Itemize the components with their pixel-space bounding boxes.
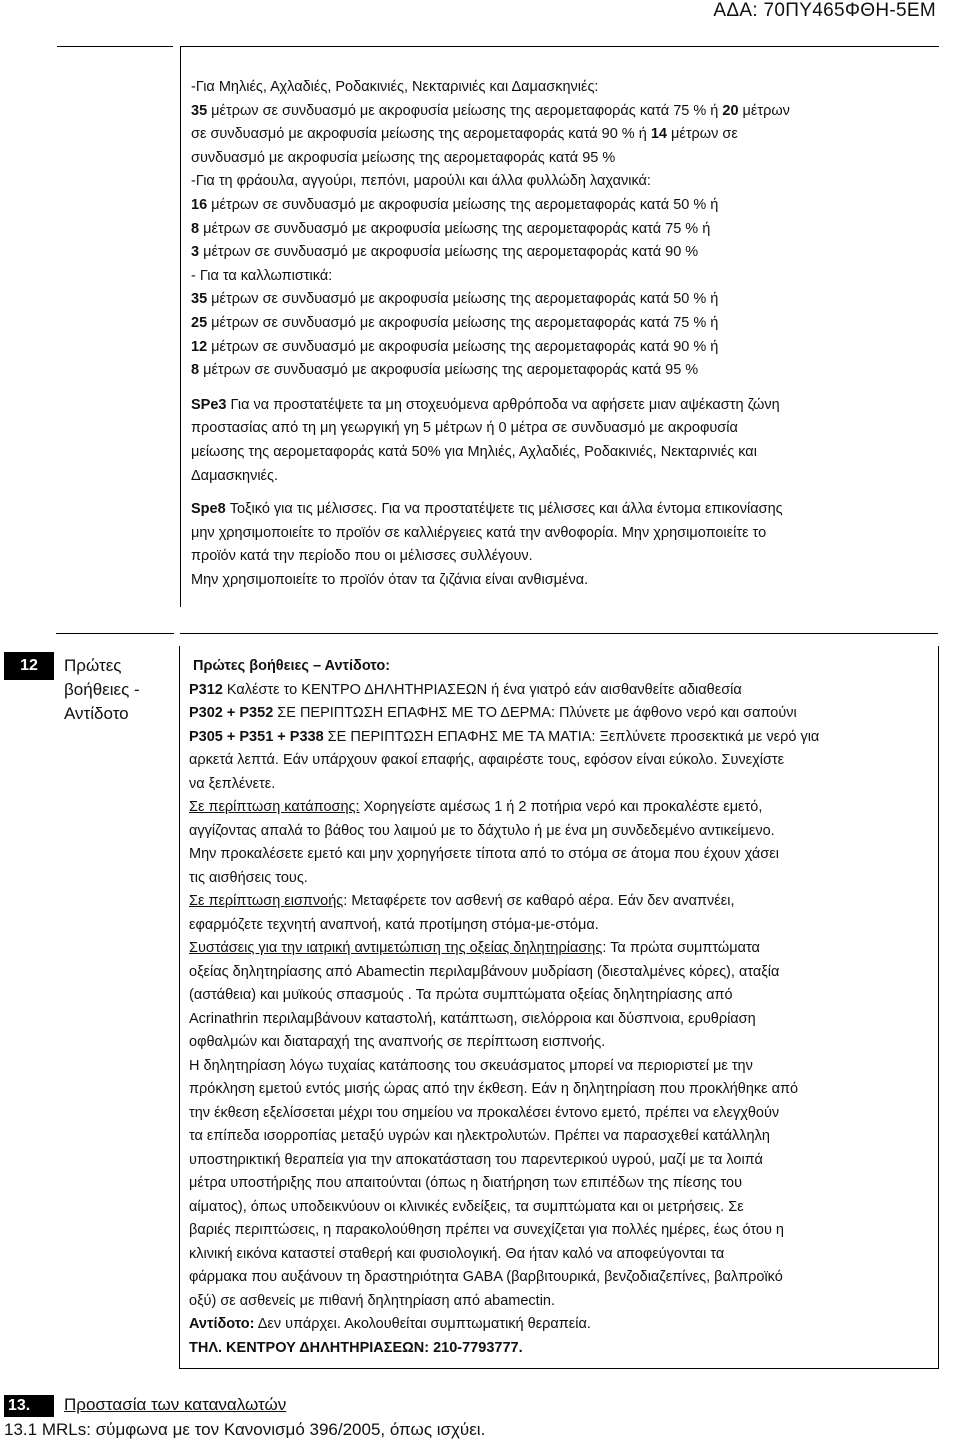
- poison-line4: τα επίπεδα ισορροπίας μεταξύ υγρών και ηλεκτρολυτών. Πρέπει να παρασχεθεί κατάλληλη: [189, 1128, 770, 1144]
- fruit-line2: σε συνδυασμό με ακροφυσία μείωσης της αερομεταφοράς κατά 90 % ή 14 μέτρων σε: [191, 126, 738, 143]
- ingestion-line2: αγγίζοντας απαλά το βάθος του λαιμού με το δάχτυλο ή με ένα μη συνδεδεμένο αντικείμενο.: [189, 822, 775, 839]
- medical-line3: (αστάθεια) και μυϊκούς σπασμούς . Τα πρώτα συμπτώματα οξείας δηλητηρίασης από: [189, 987, 733, 1003]
- poison-line3: την έκθεση εξελίσσεται μέχρι του σημείου να προκαλέσει έντονο εμετό, πρέπει να ελεγχθούν: [189, 1104, 780, 1121]
- spe8-line3: προϊόν κατά την περίοδο που οι μέλισσες συλλέγουν.: [191, 548, 533, 565]
- ingestion-line3: Μην προκαλέσετε εμετό και μην χορηγήσετε τίποτα από το στόμα σε άτομα που έχουν χάσει: [189, 846, 779, 862]
- veg-line2: 8 μέτρων σε συνδυασμό με ακροφυσία μείωσης της αερομεταφοράς κατά 75 % ή: [191, 220, 711, 237]
- poison-line1: Η δηλητηρίαση λόγω τυχαίας κατάποσης του σκευάσματος μπορεί να περιοριστεί με την: [189, 1057, 753, 1074]
- poison-line11: οξύ) σε ασθενείς με πιθανή δηλητηρίαση από abamectin.: [189, 1292, 556, 1309]
- fruit-line3: συνδυασμό με ακροφυσία μείωσης της αερομεταφοράς κατά 95 %: [191, 149, 616, 166]
- poison-line2: πρόκληση εμετού εντός μισής ώρας από την έκθεση. Εάν η δηλητηρίαση που προκλήθηκε από: [189, 1081, 799, 1097]
- section12-rule-right: [180, 633, 938, 634]
- poison-line9: κλινική εικόνα καταστεί σταθερή και φυσιολογική. Θα ήταν καλό να αποφεύγονται τα: [189, 1245, 725, 1262]
- section13-title: Προστασία των καταναλωτών: [64, 1395, 287, 1414]
- ingestion-line4: τις αισθήσεις τους.: [189, 869, 308, 886]
- doses-text: [191, 76, 936, 592]
- poison-line5: υποστηρικτική θεραπεία για την αποκατάσταση του παρεντερικού υγρού, μαζί με τα λοιπά: [189, 1151, 763, 1168]
- inhalation-line2: εφαρμόζετε τεχνητή αναπνοή, κατά προτίμηση στόμα-με-στόμα.: [189, 916, 599, 933]
- medical-line4: Acrinathrin περιλαμβάνουν καταστολή, κατάπτωση, σιελόρροια και δύσπνοια, ερυθρίαση: [189, 1010, 756, 1027]
- poison-line8: βαριές περιπτώσεις, η παρακολούθηση πρέπει να συνεχίζεται για πολλές ημέρες, έως ότου η: [189, 1222, 784, 1238]
- poison-line6: μέτρα υποστήριξης που απαιτούνται (όπως η διατήρηση των επιπέδων της πίεσης του: [189, 1175, 743, 1191]
- p305-line2: αρκετά λεπτά. Εάν υπάρχουν φακοί επαφής, αφαιρέστε τους, εφόσον είναι εύκολο. Συνεχίστε: [189, 752, 785, 768]
- orn-line4: 8 μέτρων σε συνδυασμό με ακροφυσία μείωσης της αερομεταφοράς κατά 95 %: [191, 362, 699, 379]
- section12-number: 12: [4, 652, 54, 680]
- spe8-line2: μην χρησιμοποιείτε το προϊόν σε καλλιέργειες κατά την ανθοφορία. Μην χρησιμοποιείτε το: [191, 524, 767, 541]
- veg-line1: 16 μέτρων σε συνδυασμό με ακροφυσία μείωσης της αερομεταφοράς κατά 50 % ή: [191, 196, 719, 213]
- medical-line2: οξείας δηλητηρίασης από Abamectin περιλαμβάνουν μυδρίαση (διεσταλμένες κόρες), αταξία: [189, 963, 780, 980]
- section13-number: 13.: [4, 1395, 54, 1417]
- antidote-line: Αντίδοτο: Δεν υπάρχει. Ακολουθείται συμπτωματική θεραπεία.: [189, 1316, 591, 1332]
- spe3-line3: μείωσης της αερομεταφοράς κατά 50% για Μηλιές, Αχλαδιές, Ροδακινιές, Νεκταρινιές και: [191, 443, 757, 460]
- section13-1-line: 13.1 MRLs: σύμφωνα με τον Κανονισμό 396/2005, όπως ισχύει.: [4, 1420, 486, 1439]
- veg-heading: -Για τη φράουλα, αγγούρι, πεπόνι, μαρούλι και άλλα φυλλώδη λαχανικά:: [191, 173, 651, 190]
- fruit-heading: -Για Μηλιές, Αχλαδιές, Ροδακινιές, Νεκταρινιές και Δαμασκηνιές:: [191, 79, 599, 95]
- fruit-line1: 35 μέτρων σε συνδυασμό με ακροφυσία μείωσης της αερομεταφοράς κατά 75 % ή 20 μέτρων: [191, 102, 790, 119]
- section12-rule-left: [56, 633, 174, 634]
- p302-line: P302 + P352 ΣΕ ΠΕΡΙΠΤΩΣΗ ΕΠΑΦΗΣ ΜΕ ΤΟ ΔΕΡΜΑ: Πλύνετε με άφθονο νερό και σαπούνι: [189, 705, 797, 721]
- p305-line: P305 + P351 + P338 ΣΕ ΠΕΡΙΠΤΩΣΗ ΕΠΑΦΗΣ ΜΕ ΤΑ ΜΑΤΙΑ: Ξεπλύνετε προσεκτικά με νερό για: [189, 728, 820, 745]
- spe3-line2: προστασίας από τη μη γεωργική γη 5 μέτρων ή 0 μέτρα σε συνδυασμό με ακροφυσία: [191, 420, 738, 437]
- ingestion-line1: Σε περίπτωση κατάποσης: Χορηγείστε αμέσως 1 ή 2 ποτήρια νερό και προκαλέστε εμετό,: [189, 799, 763, 815]
- p312-line: P312 Καλέστε το ΚΕΝΤΡΟ ΔΗΛΗΤΗΡΙΑΣΕΩΝ ή ένα γιατρό εάν αισθανθείτε αδιαθεσία: [189, 681, 742, 698]
- section12-text: [189, 655, 937, 1360]
- orn-heading: - Για τα καλλωπιστικά:: [191, 267, 333, 284]
- inhalation-line1: Σε περίπτωση εισπνοής: Μεταφέρετε τον ασθενή σε καθαρό αέρα. Εάν δεν αναπνέει,: [189, 893, 735, 909]
- spe8-line1: Spe8 Τοξικό για τις μέλισσες. Για να προστατέψετε τις μέλισσες και άλλα έντομα επικονίασης: [191, 501, 783, 518]
- orn-line3: 12 μέτρων σε συνδυασμό με ακροφυσία μείωσης της αερομεταφοράς κατά 90 % ή: [191, 338, 719, 355]
- first-aid-heading: Πρώτες βοήθειες – Αντίδοτο:: [193, 658, 391, 674]
- medical-line5: οφθαλμών και διαταραχή της αναπνοής σε περίπτωση εισπνοής.: [189, 1034, 606, 1050]
- spe8-line4: Μην χρησιμοποιείτε το προϊόν όταν τα ζιζάνια είναι ανθισμένα.: [191, 571, 589, 588]
- ada-code: ΑΔΑ: 70ΠΥ465ΦΘΗ-5ΕΜ: [713, 0, 936, 21]
- poison-center-phone: ΤΗΛ. ΚΕΝΤΡΟΥ ΔΗΛΗΤΗΡΙΑΣΕΩΝ: 210-7793777.: [189, 1339, 523, 1356]
- spe3-line4: Δαμασκηνιές.: [191, 467, 279, 484]
- poison-line7: αίματος), όπως υποδεικνύουν οι κλινικές ενδείξεις, τα συμπτώματα και οι μετρήσεις. Σε: [189, 1198, 744, 1215]
- orn-line1: 35 μέτρων σε συνδυασμό με ακροφυσία μείωσης της αερομεταφοράς κατά 50 % ή: [191, 291, 719, 308]
- poison-line10: φάρμακα που αυξάνουν τη δραστηριότητα GABA (βαρβιτουρικά, βενζοδιαζεπίνες, βαλπροϊκό: [189, 1269, 783, 1285]
- medical-line1: Συστάσεις για την ιατρική αντιμετώπιση της οξείας δηλητηρίασης: Τα πρώτα συμπτώματα: [189, 940, 760, 956]
- veg-line3: 3 μέτρων σε συνδυασμό με ακροφυσία μείωσης της αερομεταφοράς κατά 90 %: [191, 244, 699, 261]
- orn-line2: 25 μέτρων σε συνδυασμό με ακροφυσία μείωσης της αερομεταφοράς κατά 75 % ή: [191, 314, 719, 331]
- section12-title: Πρώτες βοήθειες - Αντίδοτο: [64, 656, 140, 723]
- p305-line3: να ξεπλένετε.: [189, 775, 276, 792]
- spe3-line1: SPe3 Για να προστατέψετε τα μη στοχευόμενα αρθρόποδα να αφήσετε μιαν αψέκαστη ζώνη: [191, 396, 780, 413]
